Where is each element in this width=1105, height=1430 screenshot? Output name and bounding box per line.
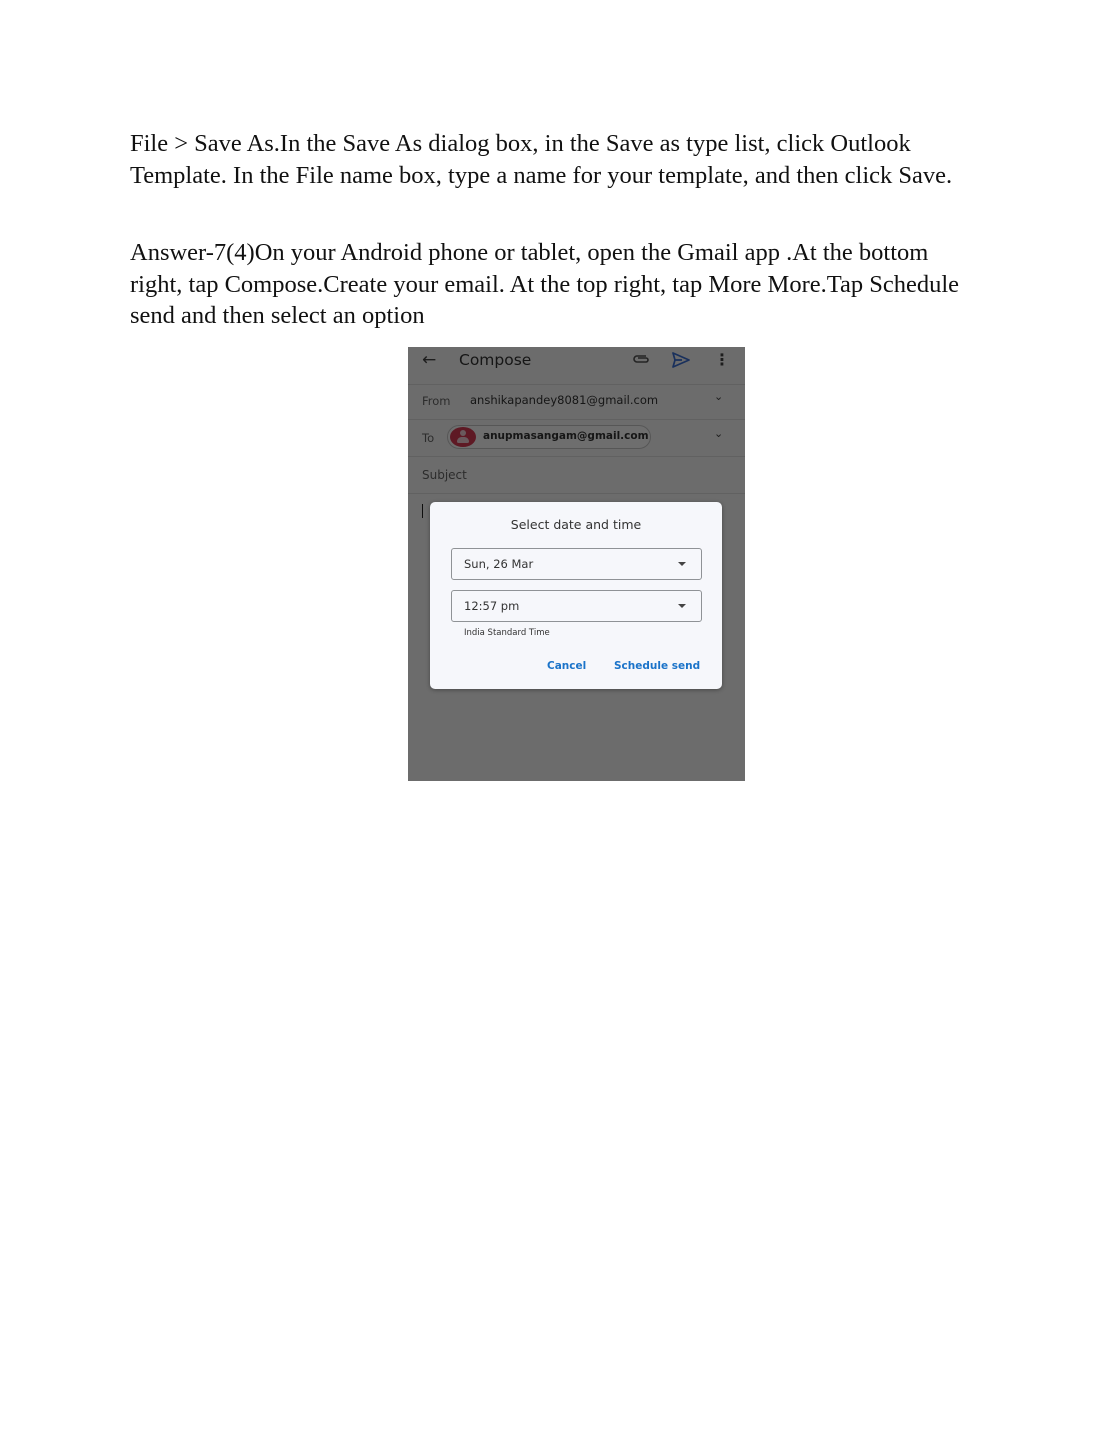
timezone-label: India Standard Time bbox=[464, 628, 550, 638]
date-dropdown[interactable] bbox=[451, 548, 702, 580]
schedule-send-button[interactable]: Schedule send bbox=[614, 660, 701, 672]
dropdown-arrow-icon bbox=[678, 604, 686, 608]
schedule-dialog bbox=[430, 502, 722, 689]
dropdown-arrow-icon bbox=[678, 562, 686, 566]
instruction-paragraph-2: Answer-7(4)On your Android phone or tablet, open the Gmail app .At the bottom right, tap Compose.Create your email. At the top right, tap More More.Tap Schedule send and then select an option bbox=[130, 239, 960, 329]
cancel-button[interactable]: Cancel bbox=[547, 660, 587, 672]
date-value: Sun, 26 Mar bbox=[464, 557, 534, 571]
dialog-title: Select date and time bbox=[510, 517, 642, 532]
time-value: 12:57 pm bbox=[464, 599, 520, 613]
time-dropdown[interactable] bbox=[451, 590, 702, 622]
gmail-compose-screenshot bbox=[408, 347, 745, 781]
instruction-paragraph-1: File > Save As.In the Save As dialog box, in the Save as type list, click Outlook Template. In the File name box, type a name for your template, and then click Save. bbox=[130, 130, 953, 189]
